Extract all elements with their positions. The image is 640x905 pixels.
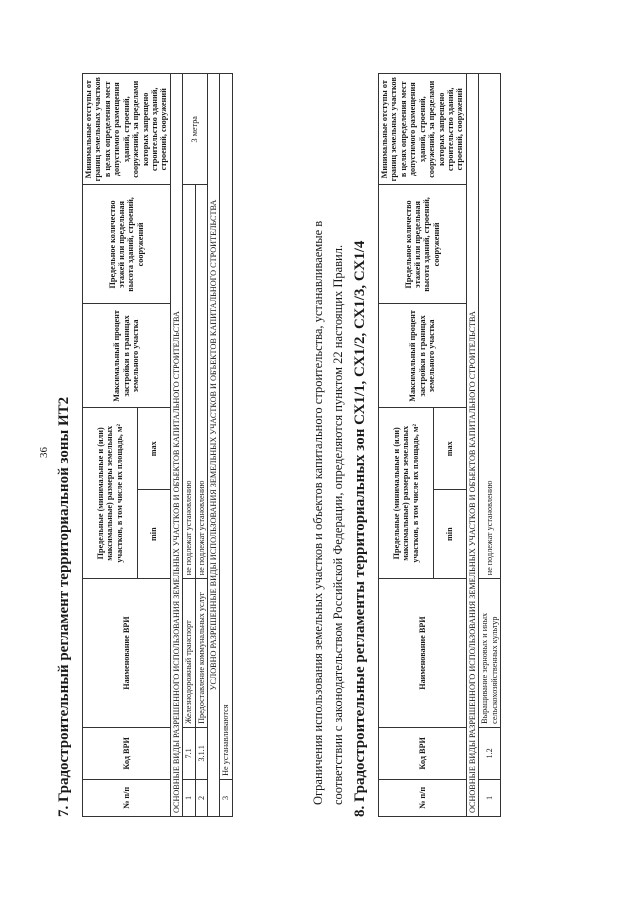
row-size: не подлежат установлению bbox=[195, 185, 207, 579]
section-row-conditional bbox=[208, 74, 220, 817]
col-header-code: Код ВРИ bbox=[379, 727, 467, 779]
section-row-main bbox=[170, 74, 182, 817]
row-name: Железнодорожный транспорт bbox=[183, 579, 195, 728]
col-header-num: № п/п bbox=[379, 779, 467, 816]
col-header-size: Предельные (минимальные и (или) максимальные) размеры земельных участков, в том числе их площадь, м² bbox=[379, 408, 434, 579]
row-num: 3 bbox=[220, 779, 232, 816]
table-header-row bbox=[379, 74, 434, 817]
col-header-setbacks: Минимальные отступы от границ земельных участков в целях определения мест допустимого размещения зданий, строений, сооружений, за пределами которых запрещено строительство зданий, строений, сооружений bbox=[379, 74, 467, 186]
col-header-size: Предельные (минимальные и (или) максимальные) размеры земельных участков, в том числе их площадь, м² bbox=[83, 408, 138, 579]
col-header-name: Наименование ВРИ bbox=[83, 579, 171, 728]
col-header-percent: Максимальный процент застройки в границах земельного участка bbox=[379, 304, 467, 408]
row-setback: 3 метра bbox=[183, 74, 208, 186]
row-num: 1 bbox=[183, 779, 195, 816]
row-name: Предоставление коммунальных услуг bbox=[195, 579, 207, 728]
row-size: не подлежат установлению bbox=[183, 185, 195, 579]
note-line: Ограничения использования земельных участков и объектов капитального строительства, устанавливаемые в bbox=[311, 220, 325, 805]
col-header-setbacks: Минимальные отступы от границ земельных участков в целях определения мест допустимого размещения зданий, строений, сооружений, за пределами которых запрещено строительство зданий, строений, сооружений bbox=[83, 74, 171, 186]
col-header-max: max bbox=[434, 408, 467, 490]
restrictions-note bbox=[308, 70, 348, 805]
section-label: ОСНОВНЫЕ ВИДЫ РАЗРЕШЕННОГО ИСПОЛЬЗОВАНИЯ ЗЕМЕЛЬНЫХ УЧАСТКОВ И ОБЪЕКТОВ КАПИТАЛЬНОГО СТРОИТЕЛЬСТВА bbox=[466, 74, 478, 817]
table-row bbox=[183, 74, 195, 817]
col-header-code: Код ВРИ bbox=[83, 727, 171, 779]
row-text: Не устанавливаются bbox=[220, 74, 232, 780]
col-header-min: min bbox=[138, 490, 171, 579]
col-header-max: max bbox=[138, 408, 171, 490]
col-header-percent: Максимальный процент застройки в границах земельного участка bbox=[83, 304, 171, 408]
table-header-row bbox=[83, 74, 138, 817]
row-code: 7.1 bbox=[183, 727, 195, 779]
col-header-num: № п/п bbox=[83, 779, 171, 816]
row-code: 1.2 bbox=[479, 727, 501, 779]
section-8-heading: 8. Градостроительные регламенты территориальных зон СХ1/1, СХ1/2, СХ1/3, СХ1/4 bbox=[352, 240, 368, 817]
page-number: 36 bbox=[38, 447, 50, 458]
row-size: не подлежат установлению bbox=[479, 74, 501, 579]
col-header-floors: Предельное количество этажей или предельная высота зданий, строений, сооружений bbox=[83, 185, 171, 304]
col-header-floors: Предельное количество этажей или предельная высота зданий, строений, сооружений bbox=[379, 185, 467, 304]
table-row bbox=[195, 74, 207, 817]
zone-it2-regulation-table bbox=[82, 73, 233, 817]
note-line: соответствии с законодательством Российской Федерации, определяются пунктом 22 настоящих Правил. bbox=[331, 244, 345, 805]
row-num: 2 bbox=[195, 779, 207, 816]
section-label: УСЛОВНО РАЗРЕШЕННЫЕ ВИДЫ ИСПОЛЬЗОВАНИЯ ЗЕМЕЛЬНЫХ УЧАСТКОВ И ОБЪЕКТОВ КАПИТАЛЬНОГО СТРОИТЕЛЬСТВА bbox=[208, 74, 220, 817]
zone-sh1-regulation-table bbox=[378, 73, 501, 817]
section-row-main bbox=[466, 74, 478, 817]
row-name: Выращивание зерновых и иных сельскохозяйственных культур bbox=[479, 579, 501, 728]
table-row bbox=[220, 74, 232, 817]
row-num: 1 bbox=[479, 779, 501, 816]
table-row bbox=[479, 74, 501, 817]
col-header-name: Наименование ВРИ bbox=[379, 579, 467, 728]
row-code: 3.1.1 bbox=[195, 727, 207, 779]
col-header-min: min bbox=[434, 490, 467, 579]
section-label: ОСНОВНЫЕ ВИДЫ РАЗРЕШЕННОГО ИСПОЛЬЗОВАНИЯ ЗЕМЕЛЬНЫХ УЧАСТКОВ И ОБЪЕКТОВ КАПИТАЛЬНОГО СТРОИТЕЛЬСТВА bbox=[170, 74, 182, 817]
section-7-heading: 7. Градостроительный регламент территориальной зоны ИТ2 bbox=[56, 396, 72, 817]
